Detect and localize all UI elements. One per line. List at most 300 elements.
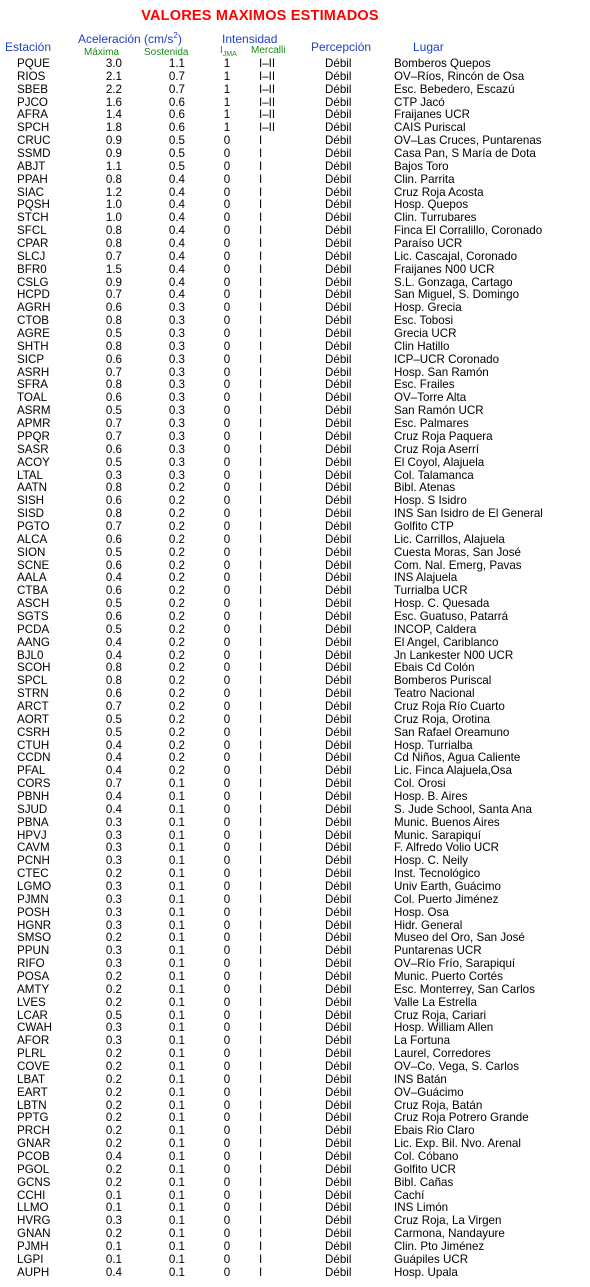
sustained-accel: 0.1 xyxy=(168,815,185,829)
sustained-accel: 0.1 xyxy=(168,1111,185,1125)
station-code: LGPI xyxy=(17,1252,44,1266)
table-row xyxy=(0,225,590,238)
station-code: POSA xyxy=(17,970,50,984)
table-row xyxy=(0,714,590,727)
mercalli-intensity: I–II xyxy=(259,108,276,122)
jma-intensity: 0 xyxy=(223,995,231,1009)
max-accel: 0.8 xyxy=(105,339,122,353)
location: La Fortuna xyxy=(394,1034,451,1048)
mercalli-intensity: I xyxy=(259,468,263,482)
max-accel: 0.3 xyxy=(105,880,122,893)
sustained-accel: 0.2 xyxy=(168,648,185,662)
station-code: LBAT xyxy=(17,1072,46,1086)
perception: Débil xyxy=(325,944,352,958)
sustained-accel: 0.1 xyxy=(168,918,185,932)
max-accel: 0.3 xyxy=(105,1021,122,1035)
station-code: SJUD xyxy=(17,802,48,816)
mercalli-intensity: I xyxy=(259,1072,263,1086)
mercalli-intensity: I xyxy=(259,957,263,971)
mercalli-intensity: I xyxy=(259,687,263,701)
perception: Débil xyxy=(325,635,352,649)
station-code: COVE xyxy=(17,1060,50,1074)
perception: Débil xyxy=(325,1047,352,1061)
jma-intensity: 0 xyxy=(223,622,231,636)
sustained-accel: 0.3 xyxy=(168,314,185,328)
max-accel: 1.5 xyxy=(105,262,122,276)
jma-intensity: 0 xyxy=(223,635,231,649)
table-row xyxy=(0,1035,590,1048)
station-code: LBTN xyxy=(17,1098,47,1112)
location: Lic. Carrillos, Alajuela xyxy=(394,532,505,546)
location: Cruz Roja, Batán xyxy=(394,1098,483,1112)
mercalli-intensity: I xyxy=(259,404,263,418)
perception: Débil xyxy=(325,1021,352,1035)
perception: Débil xyxy=(325,674,352,688)
max-accel: 0.2 xyxy=(105,982,122,996)
jma-intensity: 0 xyxy=(223,789,231,803)
max-accel: 0.6 xyxy=(105,391,122,405)
mercalli-intensity: I xyxy=(259,802,263,816)
location: Paraíso UCR xyxy=(394,237,463,251)
station-code: CTUH xyxy=(17,738,50,752)
max-accel: 0.2 xyxy=(105,1137,122,1151)
table-row xyxy=(0,482,590,495)
max-accel: 0.6 xyxy=(105,301,122,315)
mercalli-intensity: I xyxy=(259,198,263,212)
mercalli-intensity: I–II xyxy=(259,95,276,109)
sustained-accel: 0.4 xyxy=(168,288,185,302)
mercalli-intensity: I xyxy=(259,661,263,675)
table-row xyxy=(0,534,590,547)
max-accel: 0.3 xyxy=(105,905,122,919)
mercalli-intensity: I xyxy=(259,648,263,662)
sustained-accel: 0.3 xyxy=(168,417,185,431)
jma-intensity: 0 xyxy=(223,1201,231,1215)
table-row xyxy=(0,830,590,843)
mercalli-intensity: I xyxy=(259,880,263,893)
sustained-accel: 0.1 xyxy=(168,1175,185,1189)
max-accel: 0.3 xyxy=(105,944,122,958)
table-row xyxy=(0,508,590,521)
perception: Débil xyxy=(325,828,352,842)
sustained-accel: 0.1 xyxy=(168,1252,185,1266)
jma-intensity: 0 xyxy=(223,880,231,893)
mercalli-intensity: I xyxy=(259,609,263,623)
sustained-accel: 0.2 xyxy=(168,674,185,688)
perception: Débil xyxy=(325,1150,352,1164)
jma-intensity: 0 xyxy=(223,648,231,662)
max-accel: 0.9 xyxy=(105,134,122,148)
sustained-accel: 0.6 xyxy=(168,108,185,122)
location: Golfito CTP xyxy=(394,519,454,533)
perception: Débil xyxy=(325,429,352,443)
max-accel: 0.2 xyxy=(105,1072,122,1086)
sustained-accel: 0.1 xyxy=(168,1085,185,1099)
max-accel: 0.5 xyxy=(105,725,122,739)
table-row xyxy=(0,238,590,251)
perception: Débil xyxy=(325,134,352,148)
jma-intensity: 0 xyxy=(223,1047,231,1061)
perception: Débil xyxy=(325,95,352,109)
perception: Débil xyxy=(325,211,352,225)
sustained-accel: 0.4 xyxy=(168,275,185,289)
max-accel: 0.8 xyxy=(105,661,122,675)
perception: Débil xyxy=(325,275,352,289)
perception: Débil xyxy=(325,558,352,572)
mercalli-intensity: I xyxy=(259,545,263,559)
perception: Débil xyxy=(325,1034,352,1048)
mercalli-intensity: I xyxy=(259,995,263,1009)
mercalli-intensity: I xyxy=(259,751,263,765)
sustained-accel: 0.4 xyxy=(168,211,185,225)
location: INCOP, Caldera xyxy=(394,622,477,636)
location: Hosp. Quepos xyxy=(394,198,469,212)
table-row xyxy=(0,161,590,174)
jma-intensity: 0 xyxy=(223,1072,231,1086)
mercalli-intensity: I xyxy=(259,1240,263,1254)
table-row xyxy=(0,199,590,212)
sustained-accel: 0.5 xyxy=(168,147,185,161)
perception: Débil xyxy=(325,172,352,186)
max-accel: 0.1 xyxy=(105,1201,122,1215)
mercalli-intensity: I xyxy=(259,1124,263,1138)
jma-intensity: 0 xyxy=(223,802,231,816)
jma-intensity: 0 xyxy=(223,970,231,984)
sustained-accel: 0.6 xyxy=(168,95,185,109)
table-row xyxy=(0,624,590,637)
perception: Débil xyxy=(325,1060,352,1074)
table-row xyxy=(0,971,590,984)
perception: Débil xyxy=(325,918,352,932)
station-code: GCNS xyxy=(17,1175,51,1189)
perception: Débil xyxy=(325,327,352,341)
table-row xyxy=(0,894,590,907)
table-row xyxy=(0,650,590,663)
location: Lic. Cascajal, Coronado xyxy=(394,249,518,263)
jma-intensity: 0 xyxy=(223,507,231,521)
jma-intensity: 0 xyxy=(223,1214,231,1228)
mercalli-intensity: I xyxy=(259,532,263,546)
station-code: SPCL xyxy=(17,674,48,688)
max-accel: 0.4 xyxy=(105,738,122,752)
station-code: PCDA xyxy=(17,622,50,636)
sustained-accel: 0.1 xyxy=(168,1034,185,1048)
max-accel: 0.2 xyxy=(105,1124,122,1138)
table-row xyxy=(0,392,590,405)
max-accel: 0.2 xyxy=(105,995,122,1009)
perception: Débil xyxy=(325,57,352,70)
mercalli-intensity: I xyxy=(259,224,263,238)
mercalli-intensity: I xyxy=(259,1111,263,1125)
perception: Débil xyxy=(325,481,352,495)
mercalli-intensity: I xyxy=(259,1047,263,1061)
jma-intensity: 0 xyxy=(223,378,231,392)
perception: Débil xyxy=(325,82,352,96)
perception: Débil xyxy=(325,442,352,456)
mercalli-intensity: I xyxy=(259,185,263,199)
station-code: APMR xyxy=(17,417,51,431)
perception: Débil xyxy=(325,314,352,328)
jma-intensity: 0 xyxy=(223,828,231,842)
station-code: SFCL xyxy=(17,224,47,238)
sustained-accel: 0.1 xyxy=(168,1265,185,1279)
perception: Débil xyxy=(325,802,352,816)
location: San Rafael Oreamuno xyxy=(394,725,510,739)
station-code: POSH xyxy=(17,905,50,919)
max-accel: 0.2 xyxy=(105,1098,122,1112)
jma-intensity: 0 xyxy=(223,1021,231,1035)
location: Puntarenas UCR xyxy=(394,944,482,958)
mercalli-intensity: I xyxy=(259,622,263,636)
station-code: PPUN xyxy=(17,944,50,958)
table-row xyxy=(0,1061,590,1074)
sustained-accel: 0.2 xyxy=(168,738,185,752)
jma-intensity: 0 xyxy=(223,275,231,289)
mercalli-intensity: I–II xyxy=(259,121,276,135)
sustained-accel: 0.5 xyxy=(168,159,185,173)
perception: Débil xyxy=(325,468,352,482)
jma-intensity: 0 xyxy=(223,147,231,161)
jma-intensity: 0 xyxy=(223,738,231,752)
max-accel: 0.7 xyxy=(105,777,122,791)
sustained-accel: 0.2 xyxy=(168,519,185,533)
sustained-accel: 0.1 xyxy=(168,905,185,919)
jma-intensity: 0 xyxy=(223,982,231,996)
max-accel: 0.7 xyxy=(105,365,122,379)
jma-intensity: 0 xyxy=(223,352,231,366)
table-row xyxy=(0,1010,590,1023)
location: INS San Isidro de El General xyxy=(394,507,543,521)
location: Museo del Oro, San José xyxy=(394,931,525,945)
perception: Débil xyxy=(325,957,352,971)
station-code: RIFO xyxy=(17,957,45,971)
jma-intensity: 0 xyxy=(223,571,231,585)
max-accel: 2.1 xyxy=(105,69,122,83)
perception: Débil xyxy=(325,622,352,636)
jma-intensity: 0 xyxy=(223,609,231,623)
location: Col. Talamanca xyxy=(394,468,474,482)
jma-intensity: 0 xyxy=(223,712,231,726)
mercalli-intensity: I xyxy=(259,455,263,469)
sustained-accel: 0.1 xyxy=(168,1124,185,1138)
table-row xyxy=(0,521,590,534)
location: Esc. Guatuso, Patarrá xyxy=(394,609,509,623)
perception: Débil xyxy=(325,1240,352,1254)
location: S. Jude School, Santa Ana xyxy=(394,802,532,816)
station-code: PFAL xyxy=(17,764,46,778)
location: Hosp. C. Quesada xyxy=(394,597,490,611)
perception: Débil xyxy=(325,789,352,803)
location: S.L. Gonzaga, Cartago xyxy=(394,275,513,289)
location: Cruz Roja, Orotina xyxy=(394,712,491,726)
sustained-accel: 0.2 xyxy=(168,481,185,495)
jma-intensity: 0 xyxy=(223,854,231,868)
max-accel: 0.4 xyxy=(105,648,122,662)
station-code: SICP xyxy=(17,352,45,366)
table-row xyxy=(0,187,590,200)
max-accel: 0.7 xyxy=(105,429,122,443)
table-row xyxy=(0,1087,590,1100)
mercalli-intensity: I xyxy=(259,931,263,945)
table-row xyxy=(0,109,590,122)
perception: Débil xyxy=(325,391,352,405)
table-row xyxy=(0,174,590,187)
location: Ebais Rio Claro xyxy=(394,1124,475,1138)
table-row xyxy=(0,637,590,650)
max-accel: 1.6 xyxy=(105,95,122,109)
table-row xyxy=(0,1241,590,1254)
location: Lic. Finca Alajuela,Osa xyxy=(394,764,512,778)
station-code: AATN xyxy=(17,481,48,495)
mercalli-intensity: I xyxy=(259,777,263,791)
jma-intensity: 0 xyxy=(223,249,231,263)
station-code: PPAH xyxy=(17,172,48,186)
location: Munic. Sarapiquí xyxy=(394,828,481,842)
location: Bomberos Puriscal xyxy=(394,674,492,688)
table-row xyxy=(0,148,590,161)
jma-intensity: 0 xyxy=(223,1265,231,1279)
max-accel: 0.4 xyxy=(105,764,122,778)
sustained-accel: 0.3 xyxy=(168,429,185,443)
max-accel: 0.2 xyxy=(105,1162,122,1176)
station-code: ACOY xyxy=(17,455,50,469)
jma-intensity: 0 xyxy=(223,262,231,276)
station-code: STCH xyxy=(17,211,49,225)
station-code: LCAR xyxy=(17,1008,48,1022)
perception: Débil xyxy=(325,147,352,161)
mercalli-intensity: I xyxy=(259,571,263,585)
jma-intensity: 0 xyxy=(223,1060,231,1074)
location: Cd Niños, Agua Caliente xyxy=(394,751,521,765)
station-code: LGMO xyxy=(17,880,52,893)
location: Cruz Roja, Cariari xyxy=(394,1008,487,1022)
max-accel: 0.9 xyxy=(105,275,122,289)
table-row xyxy=(0,354,590,367)
max-accel: 0.7 xyxy=(105,249,122,263)
mercalli-intensity: I xyxy=(259,262,263,276)
table-row xyxy=(0,84,590,97)
jma-intensity: 0 xyxy=(223,1085,231,1099)
mercalli-intensity: I xyxy=(259,712,263,726)
station-code: CTEC xyxy=(17,867,49,881)
jma-intensity: 0 xyxy=(223,327,231,341)
mercalli-intensity: I xyxy=(259,1085,263,1099)
sustained-accel: 0.3 xyxy=(168,378,185,392)
perception: Débil xyxy=(325,301,352,315)
perception: Débil xyxy=(325,1214,352,1228)
mercalli-intensity: I xyxy=(259,352,263,366)
perception: Débil xyxy=(325,995,352,1009)
jma-intensity: 0 xyxy=(223,1252,231,1266)
location: OV–Guácimo xyxy=(394,1085,464,1099)
sustained-accel: 0.4 xyxy=(168,262,185,276)
location: OV–Río Frío, Sarapiquí xyxy=(394,957,516,971)
station-code: CSRH xyxy=(17,725,50,739)
location: Bomberos Quepos xyxy=(394,57,491,70)
max-accel: 0.5 xyxy=(105,1008,122,1022)
station-code: HCPD xyxy=(17,288,50,302)
max-accel: 1.2 xyxy=(105,185,122,199)
mercalli-intensity: I xyxy=(259,699,263,713)
max-accel: 0.8 xyxy=(105,237,122,251)
max-accel: 0.6 xyxy=(105,494,122,508)
location: Hosp. Osa xyxy=(394,905,449,919)
sustained-accel: 0.4 xyxy=(168,198,185,212)
perception: Débil xyxy=(325,1111,352,1125)
station-code: CRUC xyxy=(17,134,51,148)
mercalli-intensity: I xyxy=(259,134,263,148)
max-accel: 0.1 xyxy=(105,1252,122,1266)
sustained-accel: 0.6 xyxy=(168,121,185,135)
perception: Débil xyxy=(325,867,352,881)
station-code: AMTY xyxy=(17,982,50,996)
max-accel: 0.3 xyxy=(105,828,122,842)
station-code: CTOB xyxy=(17,314,49,328)
jma-intensity: 0 xyxy=(223,764,231,778)
station-code: SPCH xyxy=(17,121,50,135)
perception: Débil xyxy=(325,365,352,379)
sustained-accel: 0.1 xyxy=(168,1008,185,1022)
location: Jn Lankester N00 UCR xyxy=(394,648,514,662)
sustained-accel: 0.2 xyxy=(168,558,185,572)
perception: Débil xyxy=(325,777,352,791)
table-row xyxy=(0,804,590,817)
perception: Débil xyxy=(325,584,352,598)
sustained-accel: 0.3 xyxy=(168,301,185,315)
max-accel: 1.8 xyxy=(105,121,122,135)
station-code: CSLG xyxy=(17,275,49,289)
perception: Débil xyxy=(325,417,352,431)
sustained-accel: 0.1 xyxy=(168,892,185,906)
mercalli-intensity: I–II xyxy=(259,57,276,70)
jma-intensity: 0 xyxy=(223,1034,231,1048)
mercalli-intensity: I xyxy=(259,674,263,688)
sustained-accel: 0.2 xyxy=(168,597,185,611)
location: INS Limón xyxy=(394,1201,449,1215)
location: El Angel, Cariblanco xyxy=(394,635,499,649)
location: Col. Cóbano xyxy=(394,1150,459,1164)
perception: Débil xyxy=(325,545,352,559)
mercalli-intensity: I xyxy=(259,429,263,443)
jma-intensity: 0 xyxy=(223,134,231,148)
mercalli-intensity: I xyxy=(259,1021,263,1035)
max-accel: 0.5 xyxy=(105,597,122,611)
perception: Débil xyxy=(325,764,352,778)
mercalli-intensity: I xyxy=(259,918,263,932)
location: San Ramón UCR xyxy=(394,404,484,418)
max-accel: 0.6 xyxy=(105,609,122,623)
table-row xyxy=(0,997,590,1010)
sustained-accel: 0.1 xyxy=(168,1227,185,1241)
station-code: AUPH xyxy=(17,1265,50,1279)
location: Hosp. Upala xyxy=(394,1265,458,1279)
jma-intensity: 0 xyxy=(223,1175,231,1189)
max-accel: 0.6 xyxy=(105,558,122,572)
page-title: VALORES MAXIMOS ESTIMADOS xyxy=(141,8,379,24)
max-accel: 0.5 xyxy=(105,545,122,559)
sustained-accel: 0.3 xyxy=(168,468,185,482)
mercalli-intensity: I xyxy=(259,237,263,251)
jma-intensity: 0 xyxy=(223,1008,231,1022)
table-row xyxy=(0,431,590,444)
sustained-accel: 0.1 xyxy=(168,944,185,958)
table-row xyxy=(0,560,590,573)
perception: Débil xyxy=(325,378,352,392)
jma-intensity: 0 xyxy=(223,558,231,572)
sustained-accel: 0.1 xyxy=(168,1188,185,1202)
sustained-accel: 0.1 xyxy=(168,1060,185,1074)
station-code: ASRM xyxy=(17,404,51,418)
